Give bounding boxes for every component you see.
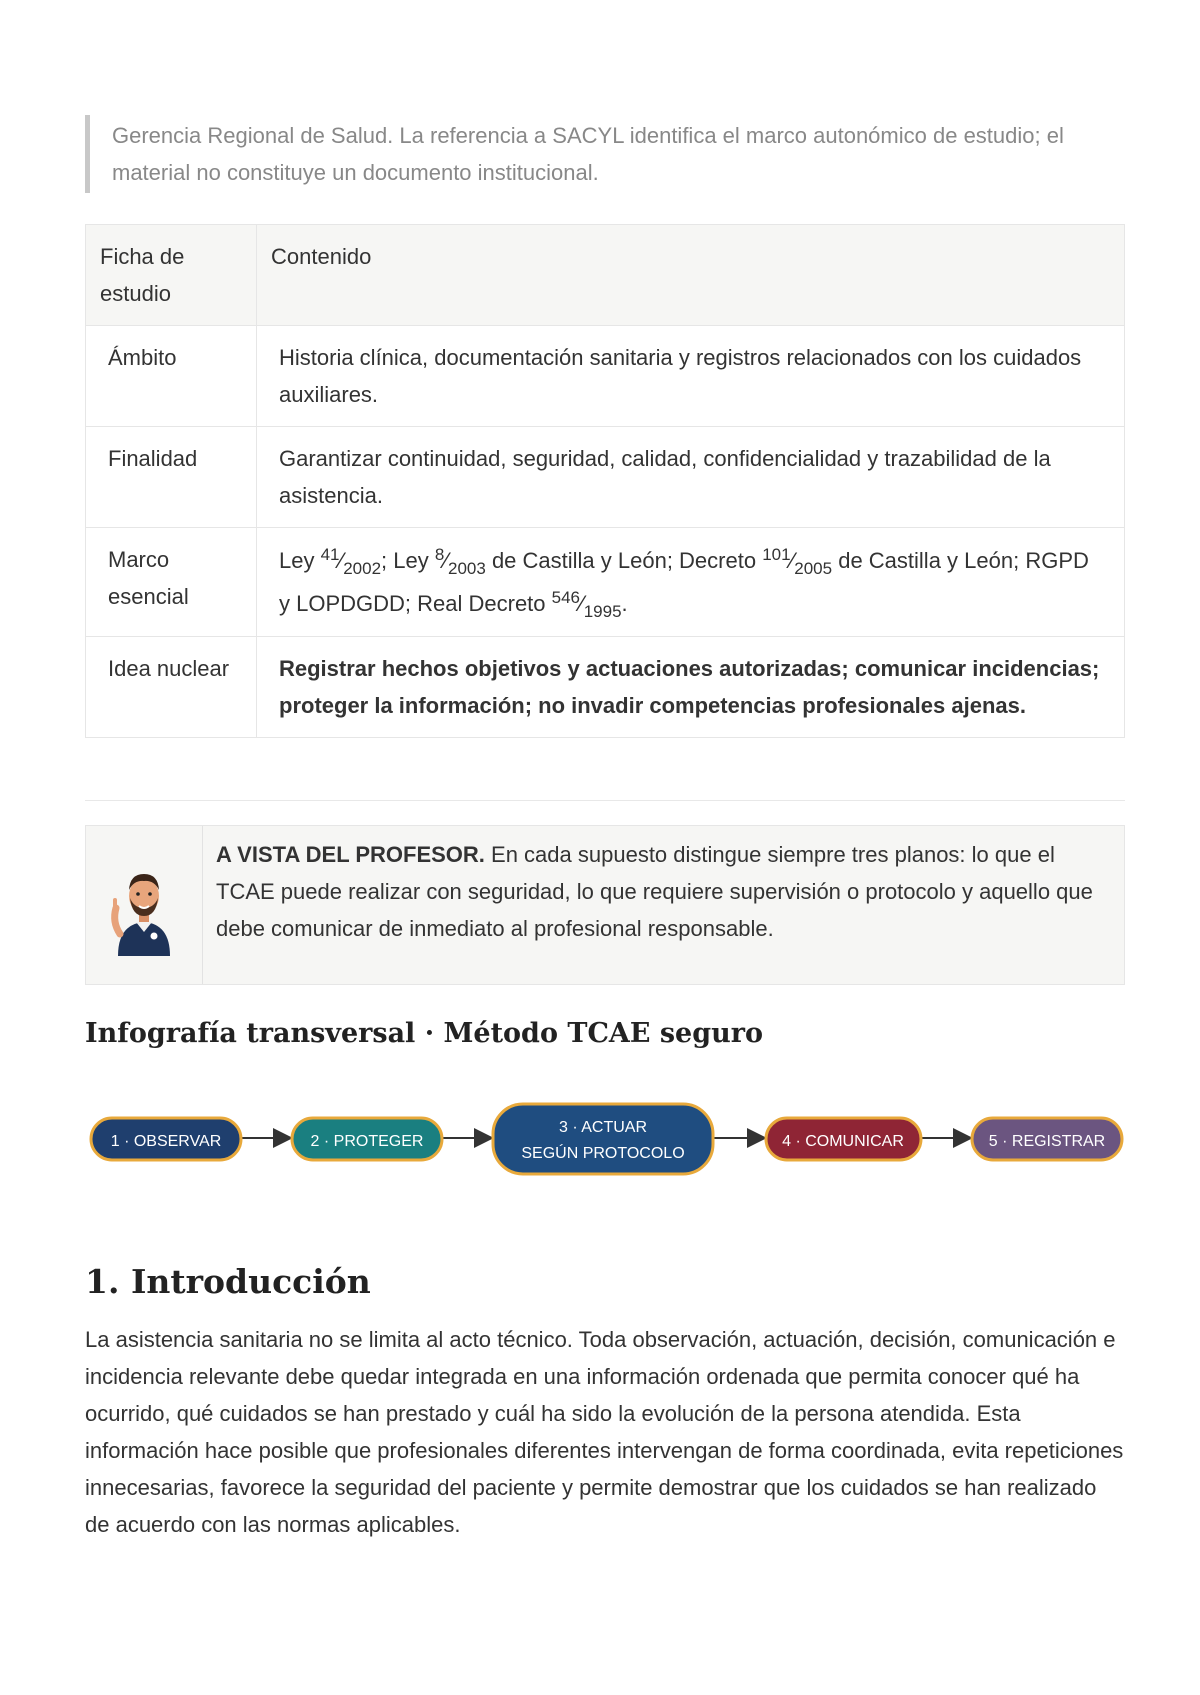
header-contenido: Contenido [257, 225, 1125, 326]
flow-step-proteger [292, 1118, 442, 1160]
svg-text:2 · PROTEGER: 2 · PROTEGER [310, 1133, 424, 1150]
context-note [85, 115, 1125, 193]
table-header-row [86, 225, 1125, 326]
table-row [86, 427, 1125, 528]
fraction-rd-546-1995: $^{546}⁄_{1995}$ [551, 588, 622, 621]
row-content [257, 637, 1125, 738]
fraction-ley-8-2003: $^8⁄_{2003}$ [434, 545, 486, 578]
row-content-legal-framework: Ley $^{41}⁄_{2002}$; Ley $^8⁄_{2003}$ de Castilla y León; Decreto $^{101}⁄_{2005}$ de Castilla y León; RGPD y LOPDGDD; Real Decreto $^{546}⁄_{1995}$. [257, 528, 1125, 637]
callout-body: En cada supuesto distingue siempre tres planos: lo que el TCAE puede realizar con seguridad, lo que requiere supervisión o protocolo y aquello que debe comunicar de inmediato al profesional responsable. [216, 842, 1093, 941]
svg-text:5 · REGISTRAR: 5 · REGISTRAR [988, 1133, 1106, 1150]
section-title: 1. Introducción [85, 1262, 371, 1301]
svg-text:1 · OBSERVAR: 1 · OBSERVAR [110, 1133, 222, 1150]
teacher-avatar-icon [108, 864, 180, 956]
svg-text:SEGÚN PROTOCOLO: SEGÚN PROTOCOLO [521, 1145, 685, 1162]
svg-text:3 · ACTUAR: 3 · ACTUAR [558, 1119, 648, 1136]
table-row [86, 637, 1125, 738]
header-ficha: Ficha de estudio [86, 225, 257, 326]
divider [85, 800, 1125, 801]
callout-lead: A VISTA DEL PROFESOR. [216, 842, 485, 867]
row-content: Garantizar continuidad, seguridad, calidad, confidencialidad y trazabilidad de la asistencia. [257, 427, 1125, 528]
callout-text [216, 836, 1116, 947]
nuclear-idea-text: Registrar hechos objetivos y actuaciones autorizadas; comunicar incidencias; proteger la información; no invadir competencias profesionales ajenas. [279, 656, 1100, 718]
flow-step-observar [91, 1118, 241, 1160]
teacher-callout [85, 825, 1125, 985]
protocol-flow-diagram [85, 1098, 1125, 1178]
table-row [86, 326, 1125, 427]
row-label: Finalidad [86, 427, 257, 528]
row-label: Marco esencial [86, 528, 257, 637]
svg-text:4 · COMUNICAR: 4 · COMUNICAR [782, 1133, 904, 1150]
study-sheet-table [85, 224, 1125, 738]
flow-step-registrar [972, 1118, 1122, 1160]
infographic-title: Infografía transversal · Método TCAE seguro [85, 1018, 763, 1049]
context-note-text: Gerencia Regional de Salud. La referencia a SACYL identifica el marco autonómico de estudio; el material no constituye un documento institucional. [112, 123, 1064, 185]
flow-step-actuar [493, 1104, 713, 1174]
avatar-cell [86, 826, 203, 984]
table-row [86, 528, 1125, 637]
fraction-ley-41-2002: $^{41}⁄_{2002}$ [320, 545, 382, 578]
row-label: Idea nuclear [86, 637, 257, 738]
intro-paragraph: La asistencia sanitaria no se limita al acto técnico. Toda observación, actuación, decisión, comunicación e incidencia relevante debe quedar integrada en una información ordenada que permita conocer qué ha ocurrido, qué cuidados se han prestado y cuál ha sido la evolución de la persona atendida. Esta información hace posible que profesionales diferentes intervengan de forma coordinada, evita repeticiones innecesarias, favorece la seguridad del paciente y permite demostrar que los cuidados se han realizado de acuerdo con las normas aplicables. [85, 1327, 1124, 1537]
row-label: Ámbito [86, 326, 257, 427]
row-content: Historia clínica, documentación sanitaria y registros relacionados con los cuidados auxiliares. [257, 326, 1125, 427]
flow-step-comunicar [766, 1118, 921, 1160]
fraction-decreto-101-2005: $^{101}⁄_{2005}$ [762, 545, 833, 578]
